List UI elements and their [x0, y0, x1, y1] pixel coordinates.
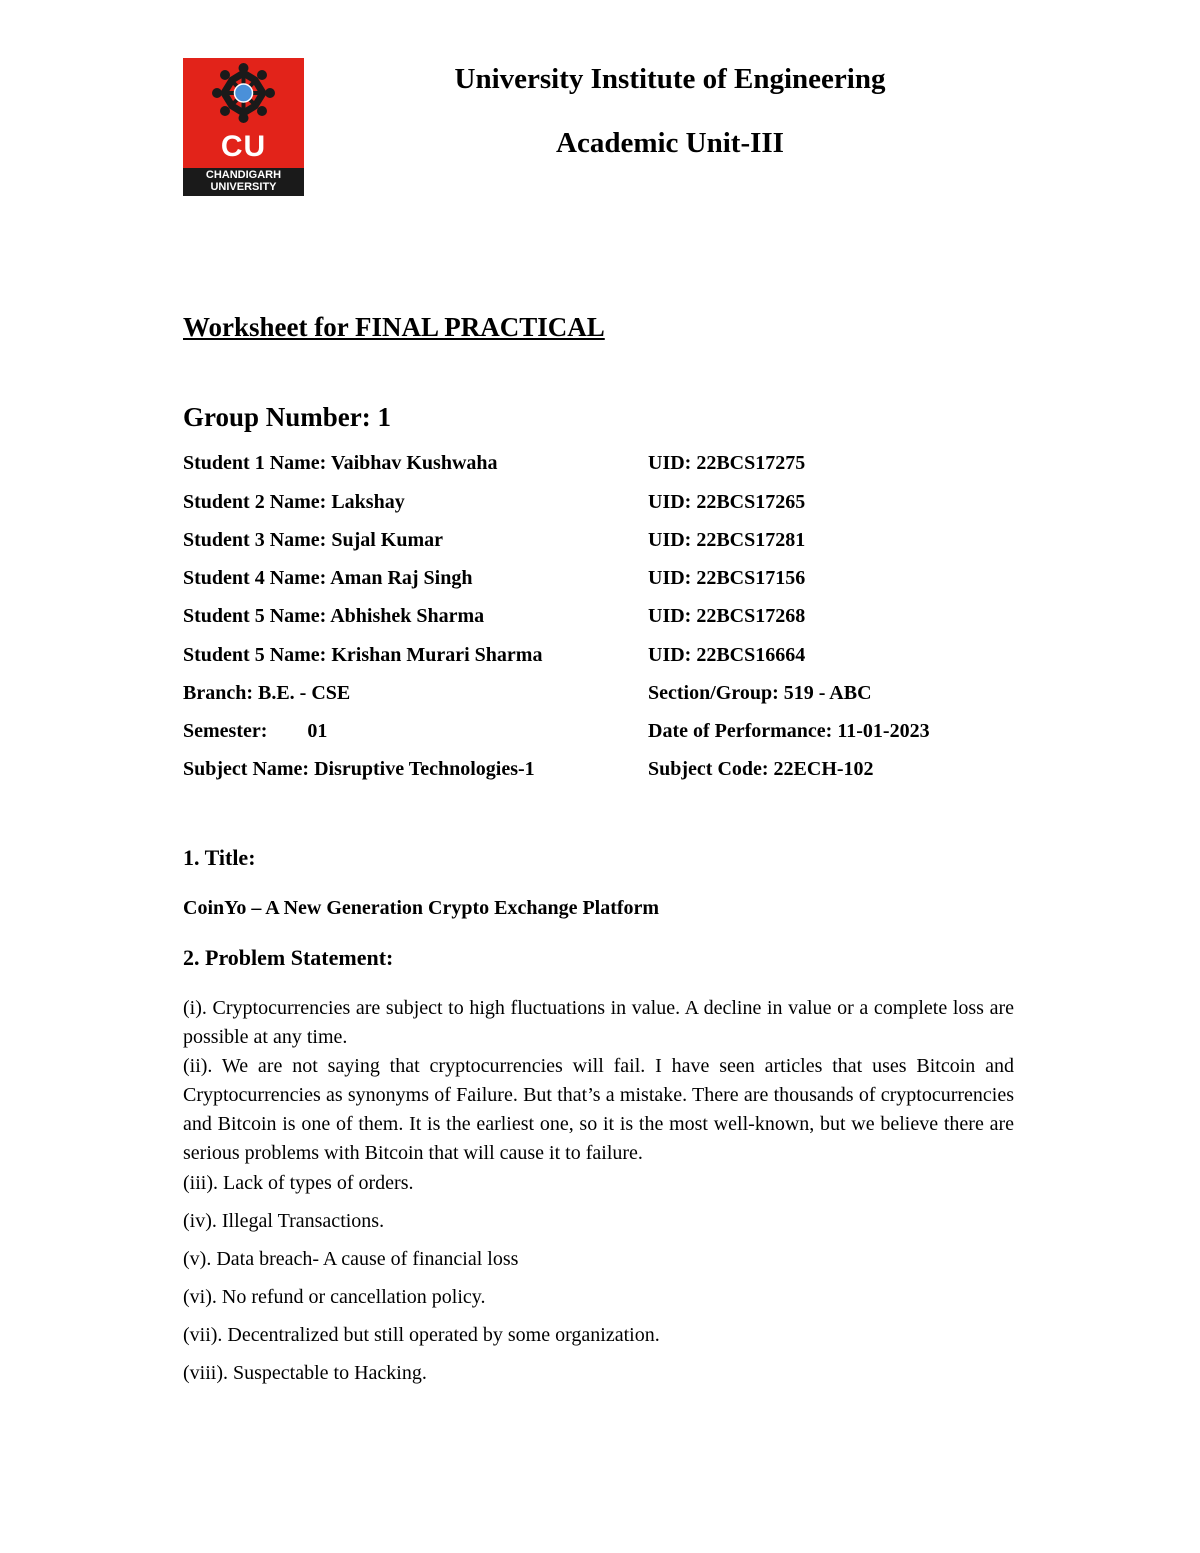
student-name: Student 2 Name: Lakshay: [183, 491, 405, 513]
student-row: [183, 603, 1023, 629]
student-row: [183, 450, 1023, 476]
title-heading: 1. Title:: [183, 845, 256, 870]
globe-icon: [235, 84, 253, 102]
academic-unit-title: Academic Unit-III: [556, 127, 784, 159]
semester-value: 01: [307, 720, 328, 742]
student-row: [183, 565, 1023, 591]
subject-name: Subject Name: Disruptive Technologies-1: [183, 758, 535, 780]
student-uid: UID: 22BCS17281: [648, 529, 806, 551]
problem-paragraph: (i). Cryptocurrencies are subject to high fluctuations in value. A decline in value or a complete loss are possible at any time.: [183, 997, 1014, 1048]
people-circle-icon: [183, 58, 304, 138]
student-uid: UID: 22BCS16664: [648, 644, 806, 666]
problem-item: (iv). Illegal Transactions.: [183, 1210, 385, 1232]
problem-item: (viii). Suspectable to Hacking.: [183, 1362, 427, 1384]
student-uid: UID: 22BCS17268: [648, 605, 806, 627]
branch-row: [183, 680, 1023, 706]
subject-code: Subject Code: 22ECH-102: [648, 758, 874, 780]
group-number: Group Number: 1: [183, 402, 392, 432]
student-name: Student 4 Name: Aman Raj Singh: [183, 567, 473, 589]
problem-statement-heading: 2. Problem Statement:: [183, 945, 394, 970]
student-uid: UID: 22BCS17275: [648, 452, 806, 474]
date-of-performance: Date of Performance: 11-01-2023: [648, 720, 930, 742]
chandigarh-university-logo: [183, 58, 304, 196]
problem-item: (iii). Lack of types of orders.: [183, 1172, 414, 1194]
semester: [183, 718, 327, 744]
semester-label: Semester:: [183, 720, 268, 742]
project-title: CoinYo – A New Generation Crypto Exchange Platform: [183, 897, 660, 919]
institute-title: University Institute of Engineering: [454, 63, 886, 95]
problem-paragraph: (ii). We are not saying that cryptocurrencies will fail. I have seen articles that uses Bitcoin and Cryptocurrencies as synonyms of Failure. But that’s a mistake. There are thousands of cryptocurrencies and Bitcoin is one of them. It is the earliest one, so it is the most well-known, but we believe there are serious problems with Bitcoin that will cause it to failure.: [183, 1055, 1014, 1164]
problem-item: (v). Data breach- A cause of financial loss: [183, 1248, 519, 1270]
branch: Branch: B.E. - CSE: [183, 682, 351, 704]
student-uid: UID: 22BCS17156: [648, 567, 806, 589]
subject-row: [183, 756, 1023, 782]
student-uid: UID: 22BCS17265: [648, 491, 806, 513]
problem-item: (vi). No refund or cancellation policy.: [183, 1286, 486, 1308]
student-row: [183, 489, 1023, 515]
student-name: Student 5 Name: Krishan Murari Sharma: [183, 644, 543, 666]
semester-row: [183, 718, 1023, 744]
student-name: Student 3 Name: Sujal Kumar: [183, 529, 444, 551]
logo-cu-mark: CU: [220, 130, 267, 163]
worksheet-title: Worksheet for FINAL PRACTICAL: [183, 312, 605, 342]
student-row: [183, 642, 1023, 668]
logo-name-line2: UNIVERSITY: [210, 181, 277, 193]
section-group: Section/Group: 519 - ABC: [648, 682, 872, 704]
student-name: Student 1 Name: Vaibhav Kushwaha: [183, 452, 498, 474]
student-row: [183, 527, 1023, 553]
student-name: Student 5 Name: Abhishek Sharma: [183, 605, 485, 627]
logo-name-line1: CHANDIGARH: [205, 169, 282, 181]
problem-item: (vii). Decentralized but still operated by some organization.: [183, 1324, 660, 1346]
